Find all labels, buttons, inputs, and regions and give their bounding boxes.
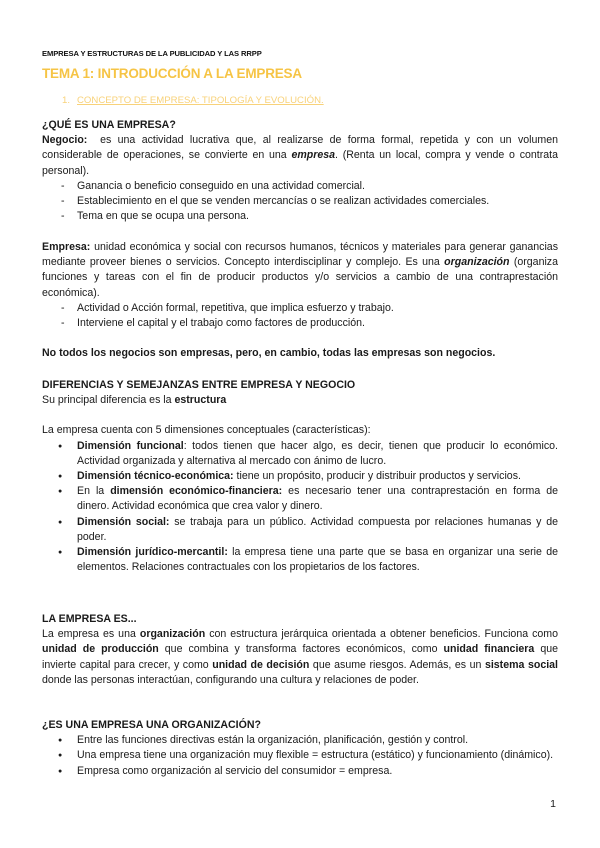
section-organizacion (42, 718, 558, 779)
negocio-list (42, 179, 558, 225)
bold-term: unidad de decisión (212, 658, 310, 671)
negocio-label: Negocio: (42, 134, 88, 147)
list-item: - Interviene el capital y el trabajo como factores de producción. (42, 316, 558, 331)
bold-term: unidad de producción (42, 643, 159, 656)
item-text: la empresa tiene una parte que se basa en organizar una serie de elementos. Relaciones contractuales con los propietarios de los factores. (77, 546, 558, 574)
dimensions-list (42, 439, 558, 576)
subsection-link[interactable]: CONCEPTO DE EMPRESA: TIPOLOGÍA Y EVOLUCIÓN. (77, 95, 324, 106)
text: que asume riesgos. Además, es un (309, 658, 485, 671)
list-item: - Tema en que se ocupa una persona. (42, 209, 558, 224)
item-label: Dimensión social: (77, 515, 170, 528)
negocio-text-end: . (Renta un local, compra y vende o contrata personal). (42, 149, 558, 177)
diferencia-text: Su principal diferencia es la (42, 394, 175, 407)
la-empresa-paragraph (42, 627, 558, 688)
bold-term: sistema social (484, 658, 558, 671)
list-item (42, 439, 558, 469)
subsection-number: 1. (62, 95, 71, 106)
section-heading: LA EMPRESA ES... (42, 613, 137, 625)
item-text: : todos tienen que hacer algo, es decir, tienen que producir lo económico. Actividad organizada y alternativa al mercado con ánimo de lucro. (77, 439, 558, 467)
empresa-text-end: (organiza funciones y tareas con el fin de producir productos y/o servicios a cambio de una contraprestación económica). (42, 256, 558, 299)
diferencia-line (42, 393, 558, 408)
item-text: es necesario tener una contraprestación en forma de dinero. Actividad económica que crea valor y dinero. (77, 485, 558, 513)
list-item: ● Entre las funciones directivas están la organización, planificación, gestión y control. (42, 733, 558, 748)
item-text: tiene un propósito, producir y distribuir productos y servicios. (233, 470, 521, 483)
section-que-es-empresa (42, 118, 561, 224)
section-heading: ¿QUÉ ES UNA EMPRESA? (42, 119, 176, 131)
negocio-paragraph (42, 133, 561, 179)
text: que combina y transforma factores económicos, como (158, 643, 444, 656)
bold-term: unidad financiera (443, 643, 535, 656)
item-label: Dimensión funcional (77, 439, 184, 452)
list-item: - Establecimiento en el que se venden mercancías o se realizan actividades comerciales. (42, 194, 558, 209)
page-number: 1 (550, 798, 556, 810)
list-item: - Actividad o Acción formal, repetitiva, que implica esfuerzo y trabajo. (42, 301, 558, 316)
list-item: ● Una empresa tiene una organización muy flexible = estructura (estático) y funcionamiento (dinámico). (42, 748, 558, 763)
section-la-empresa-es (42, 612, 558, 688)
key-statement: No todos los negocios son empresas, pero, en cambio, todas las empresas son negocios. (42, 347, 496, 360)
negocio-emphasis: empresa (291, 149, 336, 162)
empresa-list (42, 301, 558, 331)
text: con estructura jerárquica orientada a obtener beneficios. Funciona como (205, 628, 558, 641)
section-heading: ¿ES UNA EMPRESA UNA ORGANIZACIÓN? (42, 719, 261, 731)
tema-title: TEMA 1: INTRODUCCIÓN A LA EMPRESA (42, 66, 302, 81)
diferencia-bold: estructura (174, 394, 227, 407)
item-label: Dimensión técnico-económica: (77, 470, 234, 483)
item-label: dimensión económico-financiera: (110, 485, 283, 498)
organizacion-list (42, 733, 558, 779)
text: La empresa es una (42, 628, 140, 641)
section-diferencias (42, 378, 558, 575)
list-item: - Ganancia o beneficio conseguido en una actividad comercial. (42, 179, 558, 194)
negocio-text: es una actividad lucrativa que, al realizarse de forma formal, repetida y con un volumen considerable de operaciones, se convierte en una (42, 134, 561, 162)
dimensions-intro: La empresa cuenta con 5 dimensiones conceptuales (características): (42, 424, 371, 437)
course-title: EMPRESA Y ESTRUCTURAS DE LA PUBLICIDAD Y LAS RRPP (42, 49, 262, 58)
empresa-text: unidad económica y social con recursos humanos, técnicos y materiales para generar ganancias mediante proveer bienes o servicios. Concepto interdisciplinar y complejo. Es una (42, 241, 558, 269)
empresa-paragraph (42, 240, 558, 301)
list-item (42, 469, 558, 484)
text: donde las personas interactúan, configurando una cultura y relaciones de poder. (42, 673, 419, 686)
list-item (42, 545, 558, 575)
section-empresa-definition (42, 240, 558, 361)
text: que invierte capital para crecer, y como (42, 643, 558, 671)
list-item (42, 484, 558, 514)
section-heading: DIFERENCIAS Y SEMEJANZAS ENTRE EMPRESA Y NEGOCIO (42, 379, 356, 391)
empresa-emphasis: organización (444, 256, 510, 269)
list-item (42, 515, 558, 545)
item-label: Dimensión jurídico-mercantil: (77, 546, 228, 559)
bold-term: organización (139, 628, 206, 641)
empresa-label: Empresa: (42, 241, 91, 253)
item-prefix: En la (77, 485, 111, 498)
item-text: se trabaja para un público. Actividad compuesta por relaciones humanas y de poder. (77, 515, 558, 543)
subsection-heading (62, 95, 324, 106)
list-item: ● Empresa como organización al servicio del consumidor = empresa. (42, 764, 558, 779)
